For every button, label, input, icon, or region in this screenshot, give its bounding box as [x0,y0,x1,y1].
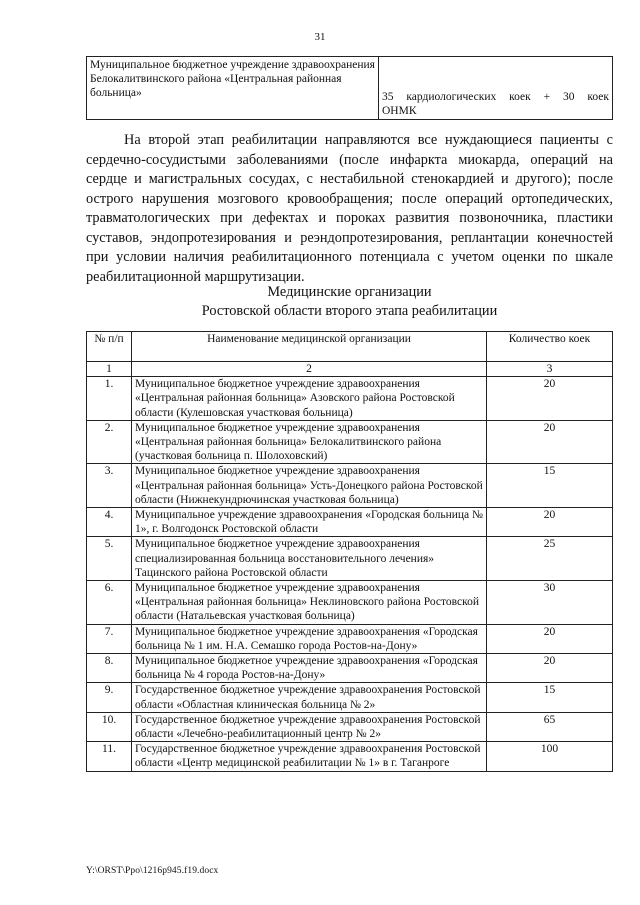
organization-name: Муниципальное бюджетное учреждение здравоохранения специализированная больница восстановительного лечения» Тацинского района Ростовской области [132,537,487,581]
organization-name: Муниципальное бюджетное учреждение здравоохранения «Городская больница № 1 им. Н.А. Семашко города Ростов-на-Дону» [132,624,487,653]
table-header-row [87,332,613,362]
row-number: 10. [87,712,132,741]
bed-count: 25 [487,537,613,581]
table-row [87,464,613,508]
section-title-line1: Медицинские организации [267,284,432,300]
row-number: 7. [87,624,132,653]
bed-count: 20 [487,624,613,653]
page-number: 31 [314,31,326,43]
rehabilitation-paragraph: На второй этап реабилитации направляются все нуждающиеся пациенты с сердечно-сосудистыми заболеваниями (после инфаркта миокарда, операций на сердце и магистральных сосудах, с нестабильной стенокардией и другого); после острого нарушения мозгового кровообращения; после операций ортопедических, травматологических при дефектах и пороках развития позвоночника, пластики суставов, эндопротезирования и реэндопротезирования, реплантации конечностей при условии наличия реабилитационного потенциала с учетом оценки по шкале реабилитационной маршрутизации. [86,132,613,285]
beds-cell [379,57,613,120]
organization-name: Государственное бюджетное учреждение здравоохранения Ростовской области «Центр медицинской реабилитации № 1» в г. Таганроге [132,742,487,771]
table-row [87,57,613,120]
table-row [87,742,613,771]
table-row [87,624,613,653]
organization-name: Муниципальное бюджетное учреждение здравоохранения «Центральная районная больница» Неклиновского района Ростовской области (Натальевская участковая больница) [132,581,487,625]
bed-count: 20 [487,377,613,421]
table-row [87,581,613,625]
header-num: № п/п [87,332,132,362]
bed-count: 30 [487,581,613,625]
row-number: 6. [87,581,132,625]
row-number: 11. [87,742,132,771]
row-number: 8. [87,654,132,683]
bed-count: 15 [487,464,613,508]
table-row [87,537,613,581]
header-name: Наименование медицинской организации [132,332,487,362]
column-numbers-row [87,362,613,377]
organizations-table [86,331,613,772]
row-number: 2. [87,420,132,464]
table-row [87,508,613,537]
row-number: 3. [87,464,132,508]
top-continuation-table [86,56,613,120]
beds-cell-line2: ОНМК [382,105,417,117]
organization-name: Муниципальное учреждение здравоохранения «Городская больница № 1», г. Волгодонск Ростовской области [132,508,487,537]
bed-count: 100 [487,742,613,771]
column-number: 1 [87,362,132,377]
organization-name: Муниципальное бюджетное учреждение здравоохранения «Центральная районная больница» Азовского района Ростовской области (Кулешовская участковая больница) [132,377,487,421]
table-row [87,683,613,712]
bed-count: 20 [487,508,613,537]
bed-count: 20 [487,420,613,464]
row-number: 5. [87,537,132,581]
organization-name: Муниципальное бюджетное учреждение здравоохранения «Центральная районная больница» Белокалитвинского района (участковая больница п. Шолоховский) [132,420,487,464]
bed-count: 65 [487,712,613,741]
organization-cell: Муниципальное бюджетное учреждение здравоохранения Белокалитвинского района «Центральная районная больница» [87,57,379,120]
organization-name: Государственное бюджетное учреждение здравоохранения Ростовской области «Областная клиническая больница № 2» [132,683,487,712]
organization-name: Муниципальное бюджетное учреждение здравоохранения «Центральная районная больница» Усть-Донецкого района Ростовской области (Нижнекундрючинская участковая больница) [132,464,487,508]
column-number: 2 [132,362,487,377]
bed-count: 20 [487,654,613,683]
table-row [87,712,613,741]
section-title-line2: Ростовской области второго этапа реабилитации [201,303,498,319]
section-title [86,283,613,321]
table-row [87,420,613,464]
row-number: 9. [87,683,132,712]
column-number: 3 [487,362,613,377]
table-row [87,654,613,683]
organization-name: Государственное бюджетное учреждение здравоохранения Ростовской области «Лечебно-реабилитационный центр № 2» [132,712,487,741]
row-number: 1. [87,377,132,421]
beds-cell-line1: 35 кардиологических коек + 30 коек [382,91,609,103]
header-beds: Количество коек [487,332,613,362]
row-number: 4. [87,508,132,537]
organization-name: Муниципальное бюджетное учреждение здравоохранения «Городская больница № 4 города Ростов-на-Дону» [132,654,487,683]
table-row [87,377,613,421]
bed-count: 15 [487,683,613,712]
footer-file-path: Y:\ORST\Ppo\1216p945.f19.docx [86,866,219,876]
